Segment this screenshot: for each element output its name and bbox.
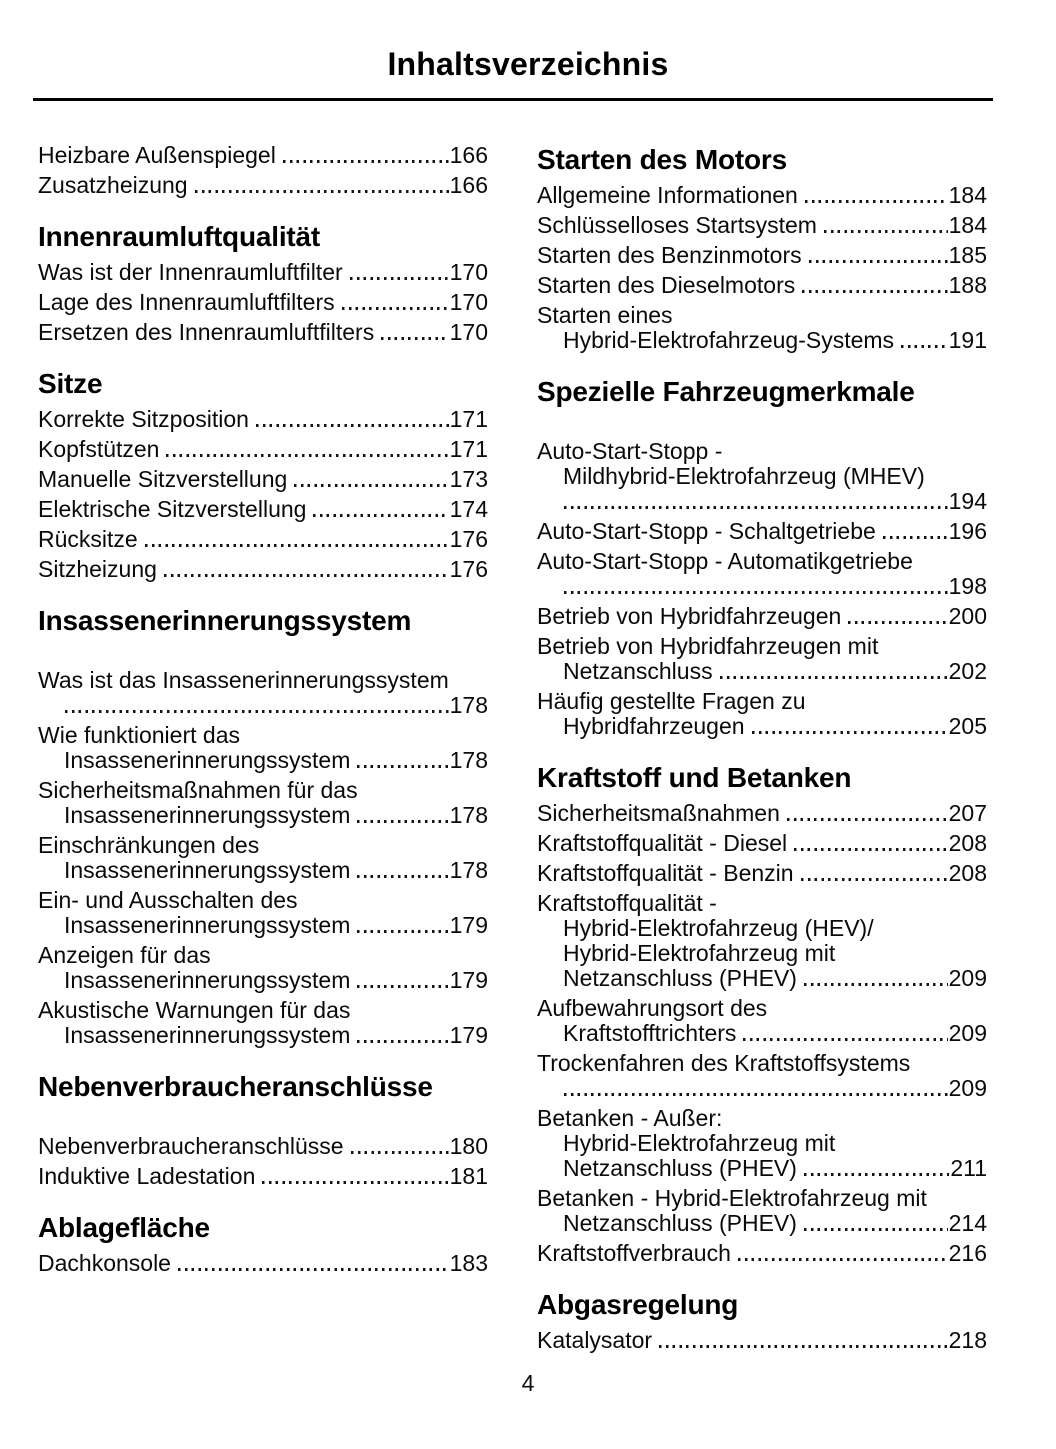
entry-page-number: 216 [948,1240,987,1266]
toc-column-right [537,143,987,1358]
toc-entry [38,437,488,462]
section-heading: Starten des Motors [537,144,787,175]
page-number: 4 [521,1370,535,1396]
dot-leader [738,1258,948,1261]
dot-leader [178,1268,449,1271]
entry-line: Einschränkungen des [38,832,260,858]
title-divider [33,98,993,101]
toc-entry [537,891,987,991]
toc-entry [38,1251,488,1276]
toc-section [38,1211,488,1276]
toc-entry [38,557,488,582]
entry-label: Induktive Ladestation [38,1163,256,1189]
toc-entry [537,243,987,268]
entry-label: Insassenerinnerungssystem [64,1022,351,1048]
toc-entry [38,320,488,345]
toc-entry [537,1106,987,1181]
entry-page-number: 178 [449,802,488,828]
entry-page-number: 194 [948,488,987,514]
toc-section [38,1070,488,1189]
entry-line: Hybrid-Elektrofahrzeug (HEV)/ [563,915,874,941]
entry-label: Sitzheizung [38,556,157,582]
dot-leader [848,621,947,624]
toc-entry [38,998,488,1048]
entry-line [537,183,987,208]
entry-line [537,328,987,353]
toc-column-left [38,143,488,1358]
entry-line [537,1021,987,1046]
dot-leader [809,260,948,263]
entry-line [537,714,987,739]
entry-line [38,497,488,522]
dot-leader [659,1345,948,1348]
entry-line: Trockenfahren des Kraftstoffsystems [537,1050,911,1076]
toc-entry [38,943,488,993]
toc-entry [38,173,488,198]
entry-line [38,913,488,938]
entry-page-number: 166 [449,172,488,198]
entry-page-number: 173 [449,466,488,492]
entry-label: Dachkonsole [38,1250,171,1276]
toc-entry [38,407,488,432]
entry-line [537,659,987,684]
entry-label: Insassenerinnerungssystem [64,857,351,883]
toc-entry [537,831,987,856]
entry-page-number: 178 [449,692,488,718]
entry-page-number: 209 [948,1075,987,1101]
entry-label: Starten des Dieselmotors [537,272,796,298]
entry-page-number: 196 [948,518,987,544]
entry-label: Heizbare Außenspiegel [38,142,276,168]
entry-page-number: 179 [449,1022,488,1048]
entry-line [537,604,987,629]
dot-leader [351,1151,449,1154]
dot-leader [283,160,449,163]
entry-line [38,693,488,718]
entry-page-number: 171 [449,436,488,462]
entry-line [537,1156,987,1181]
entry-page-number: 202 [948,658,987,684]
entry-line [537,273,987,298]
page-footer [0,1370,1056,1397]
entry-page-number: 211 [950,1155,987,1181]
entry-label: Netzanschluss (PHEV) [563,1210,797,1236]
toc-entry [537,1328,987,1353]
entry-page-number: 176 [449,556,488,582]
dot-leader [357,820,448,823]
entry-line: Anzeigen für das [38,942,211,968]
entry-line: Aufbewahrungsort des [537,995,768,1021]
toc-entry [537,801,987,826]
toc-entry [38,260,488,285]
entry-page-number: 218 [948,1327,987,1353]
dot-leader [824,230,948,233]
toc-entry [537,1051,987,1101]
entry-line: Akustische Warnungen für das [38,997,351,1023]
entry-line [537,243,987,268]
entry-line [537,519,987,544]
entry-label: Manuelle Sitzverstellung [38,466,288,492]
entry-line: Betanken - Außer: [537,1105,723,1131]
entry-line: Betrieb von Hybridfahrzeugen mit [537,633,879,659]
entry-line [38,143,488,168]
toc-columns [0,143,1056,1358]
entry-label: Kraftstoffverbrauch [537,1240,731,1266]
entry-line [38,290,488,315]
entry-page-number: 166 [449,142,488,168]
dot-leader [195,190,449,193]
entry-label: Kopfstützen [38,436,160,462]
entry-label: Starten des Benzinmotors [537,242,802,268]
entry-page-number: 171 [449,406,488,432]
entry-label: Hybridfahrzeugen [563,713,745,739]
toc-entry [38,888,488,938]
entry-page-number: 207 [948,800,987,826]
entry-page-number: 170 [449,289,488,315]
dot-leader [313,514,448,517]
toc-entry [537,861,987,886]
entry-label: Elektrische Sitzverstellung [38,496,307,522]
toc-entry [38,1134,488,1159]
entry-page-number: 176 [449,526,488,552]
toc-entry [537,273,987,298]
entry-line: Betanken - Hybrid-Elektrofahrzeug mit [537,1185,927,1211]
entry-page-number: 209 [948,1020,987,1046]
entry-page-number: 205 [948,713,987,739]
dot-leader [801,878,948,881]
entry-line [38,467,488,492]
toc-entry [38,1164,488,1189]
entry-page-number: 185 [948,242,987,268]
entry-line: Starten eines [537,302,673,328]
toc-entry [38,778,488,828]
entry-line: Ein- und Ausschalten des [38,887,298,913]
entry-line [38,557,488,582]
entry-line: Häufig gestellte Fragen zu [537,688,806,714]
dot-leader [804,1228,948,1231]
entry-page-number: 181 [449,1163,488,1189]
dot-leader [65,710,449,713]
entry-line [38,260,488,285]
dot-leader [805,200,948,203]
dot-leader [342,307,449,310]
entry-line [537,1328,987,1353]
entry-label: Korrekte Sitzposition [38,406,249,432]
dot-leader [357,985,448,988]
dot-leader [350,277,449,280]
section-heading: Nebenverbraucheranschlüsse [38,1071,433,1102]
entry-label: Netzanschluss [563,658,713,684]
toc-entry [38,833,488,883]
entry-label: Sicherheitsmaßnahmen [537,800,780,826]
entry-line [38,803,488,828]
dot-leader [743,1038,947,1041]
entry-line [38,1134,488,1159]
dot-leader [564,591,948,594]
entry-label: Schlüsselloses Startsystem [537,212,817,238]
toc-section [537,143,987,353]
dot-leader [145,544,449,547]
toc-section [38,143,488,198]
entry-label: Hybrid-Elektrofahrzeug-Systems [563,327,895,353]
entry-label: Zusatzheizung [38,172,188,198]
toc-entry [537,1186,987,1236]
entry-label: Insassenerinnerungssystem [64,967,351,993]
entry-page-number: 214 [948,1210,987,1236]
entry-label: Katalysator [537,1327,653,1353]
entry-label: Netzanschluss (PHEV) [563,965,797,991]
entry-page-number: 174 [449,496,488,522]
entry-page-number: 198 [948,573,987,599]
entry-line [537,1241,987,1266]
dot-leader [357,1040,448,1043]
entry-label: Was ist der Innenraumluftfilter [38,259,343,285]
entry-page-number: 178 [449,747,488,773]
entry-label: Allgemeine Informationen [537,182,798,208]
dot-leader [164,574,449,577]
entry-label: Insassenerinnerungssystem [64,747,351,773]
entry-line [38,407,488,432]
entry-page-number: 179 [449,912,488,938]
section-heading: Sitze [38,368,103,399]
toc-section [38,220,488,345]
entry-line: Was ist das Insassenerinnerungssystem [38,667,449,693]
entry-label: Insassenerinnerungssystem [64,912,351,938]
page-title: Inhaltsverzeichnis [387,46,669,82]
dot-leader [802,290,947,293]
entry-line: Sicherheitsmaßnahmen für das [38,777,358,803]
entry-label: Auto-Start-Stopp - Schaltgetriebe [537,518,876,544]
entry-line [38,1164,488,1189]
entry-page-number: 209 [948,965,987,991]
toc-entry [38,527,488,552]
toc-entry [38,143,488,168]
entry-line [38,1023,488,1048]
entry-line: Auto-Start-Stopp - [537,438,723,464]
entry-label: Kraftstoffqualität - Benzin [537,860,794,886]
toc-entry [537,213,987,238]
toc-section [537,1288,987,1353]
dot-leader [794,848,947,851]
entry-line: Auto-Start-Stopp - Automatikgetriebe [537,548,913,574]
entry-line: Hybrid-Elektrofahrzeug mit [563,1130,836,1156]
entry-label: Insassenerinnerungssystem [64,802,351,828]
entry-line: Kraftstoffqualität - [537,890,717,916]
entry-line [38,968,488,993]
entry-page-number: 208 [948,830,987,856]
entry-page-number: 170 [449,259,488,285]
section-heading: Abgasregelung [537,1289,739,1320]
entry-line [38,173,488,198]
entry-page-number: 170 [449,319,488,345]
entry-line [537,1076,987,1101]
dot-leader [804,1173,949,1176]
entry-label: Kraftstofftrichters [563,1020,737,1046]
toc-entry [537,303,987,353]
entry-line [537,213,987,238]
toc-section [38,604,488,1048]
toc-entry [38,290,488,315]
entry-page-number: 179 [449,967,488,993]
toc-entry [537,439,987,514]
entry-label: Ersetzen des Innenraumluftfilters [38,319,375,345]
dot-leader [564,506,948,509]
entry-line [38,858,488,883]
entry-line [38,748,488,773]
toc-entry [537,519,987,544]
toc-section [537,375,987,739]
dot-leader [256,424,449,427]
toc-section [38,367,488,582]
entry-line [38,320,488,345]
entry-label: Rücksitze [38,526,138,552]
entry-page-number: 178 [449,857,488,883]
entry-page-number: 208 [948,860,987,886]
dot-leader [901,345,948,348]
entry-line: Hybrid-Elektrofahrzeug mit [563,940,836,966]
dot-leader [381,337,448,340]
entry-line [537,861,987,886]
entry-line [537,574,987,599]
entry-label: Netzanschluss (PHEV) [563,1155,797,1181]
dot-leader [752,731,948,734]
entry-label: Lage des Innenraumluftfilters [38,289,335,315]
dot-leader [720,676,948,679]
entry-line [537,831,987,856]
entry-line [537,1211,987,1236]
dot-leader [294,484,448,487]
entry-page-number: 184 [948,182,987,208]
toc-entry [38,467,488,492]
section-heading: Kraftstoff und Betanken [537,762,852,793]
toc-section [537,761,987,1266]
dot-leader [166,454,448,457]
entry-label: Kraftstoffqualität - Diesel [537,830,788,856]
section-heading: Insassenerinnerungssystem [38,605,412,636]
toc-entry [38,723,488,773]
toc-entry [537,1241,987,1266]
dot-leader [357,875,448,878]
toc-entry [537,996,987,1046]
entry-line [38,1251,488,1276]
dot-leader [804,983,948,986]
toc-entry [537,689,987,739]
toc-entry [38,497,488,522]
entry-line [537,801,987,826]
entry-page-number: 200 [948,603,987,629]
entry-label: Nebenverbraucheranschlüsse [38,1133,344,1159]
toc-entry [537,183,987,208]
dot-leader [357,930,448,933]
toc-entry [537,549,987,599]
dot-leader [883,536,948,539]
entry-page-number: 184 [948,212,987,238]
dot-leader [262,1181,448,1184]
entry-line: Mildhybrid-Elektrofahrzeug (MHEV) [563,463,925,489]
section-heading: Spezielle Fahrzeugmerkmale [537,376,915,407]
entry-line [38,437,488,462]
section-heading: Innenraumluftqualität [38,221,321,252]
dot-leader [564,1093,948,1096]
entry-label: Betrieb von Hybridfahrzeugen [537,603,842,629]
entry-line: Wie funktioniert das [38,722,240,748]
section-heading: Ablagefläche [38,1212,210,1243]
entry-page-number: 191 [948,327,987,353]
entry-line [537,489,987,514]
entry-line [537,966,987,991]
entry-page-number: 180 [449,1133,488,1159]
dot-leader [357,765,448,768]
toc-entry [537,604,987,629]
entry-line [38,527,488,552]
entry-page-number: 183 [449,1250,488,1276]
entry-page-number: 188 [948,272,987,298]
toc-entry [537,634,987,684]
dot-leader [787,818,948,821]
toc-entry [38,668,488,718]
